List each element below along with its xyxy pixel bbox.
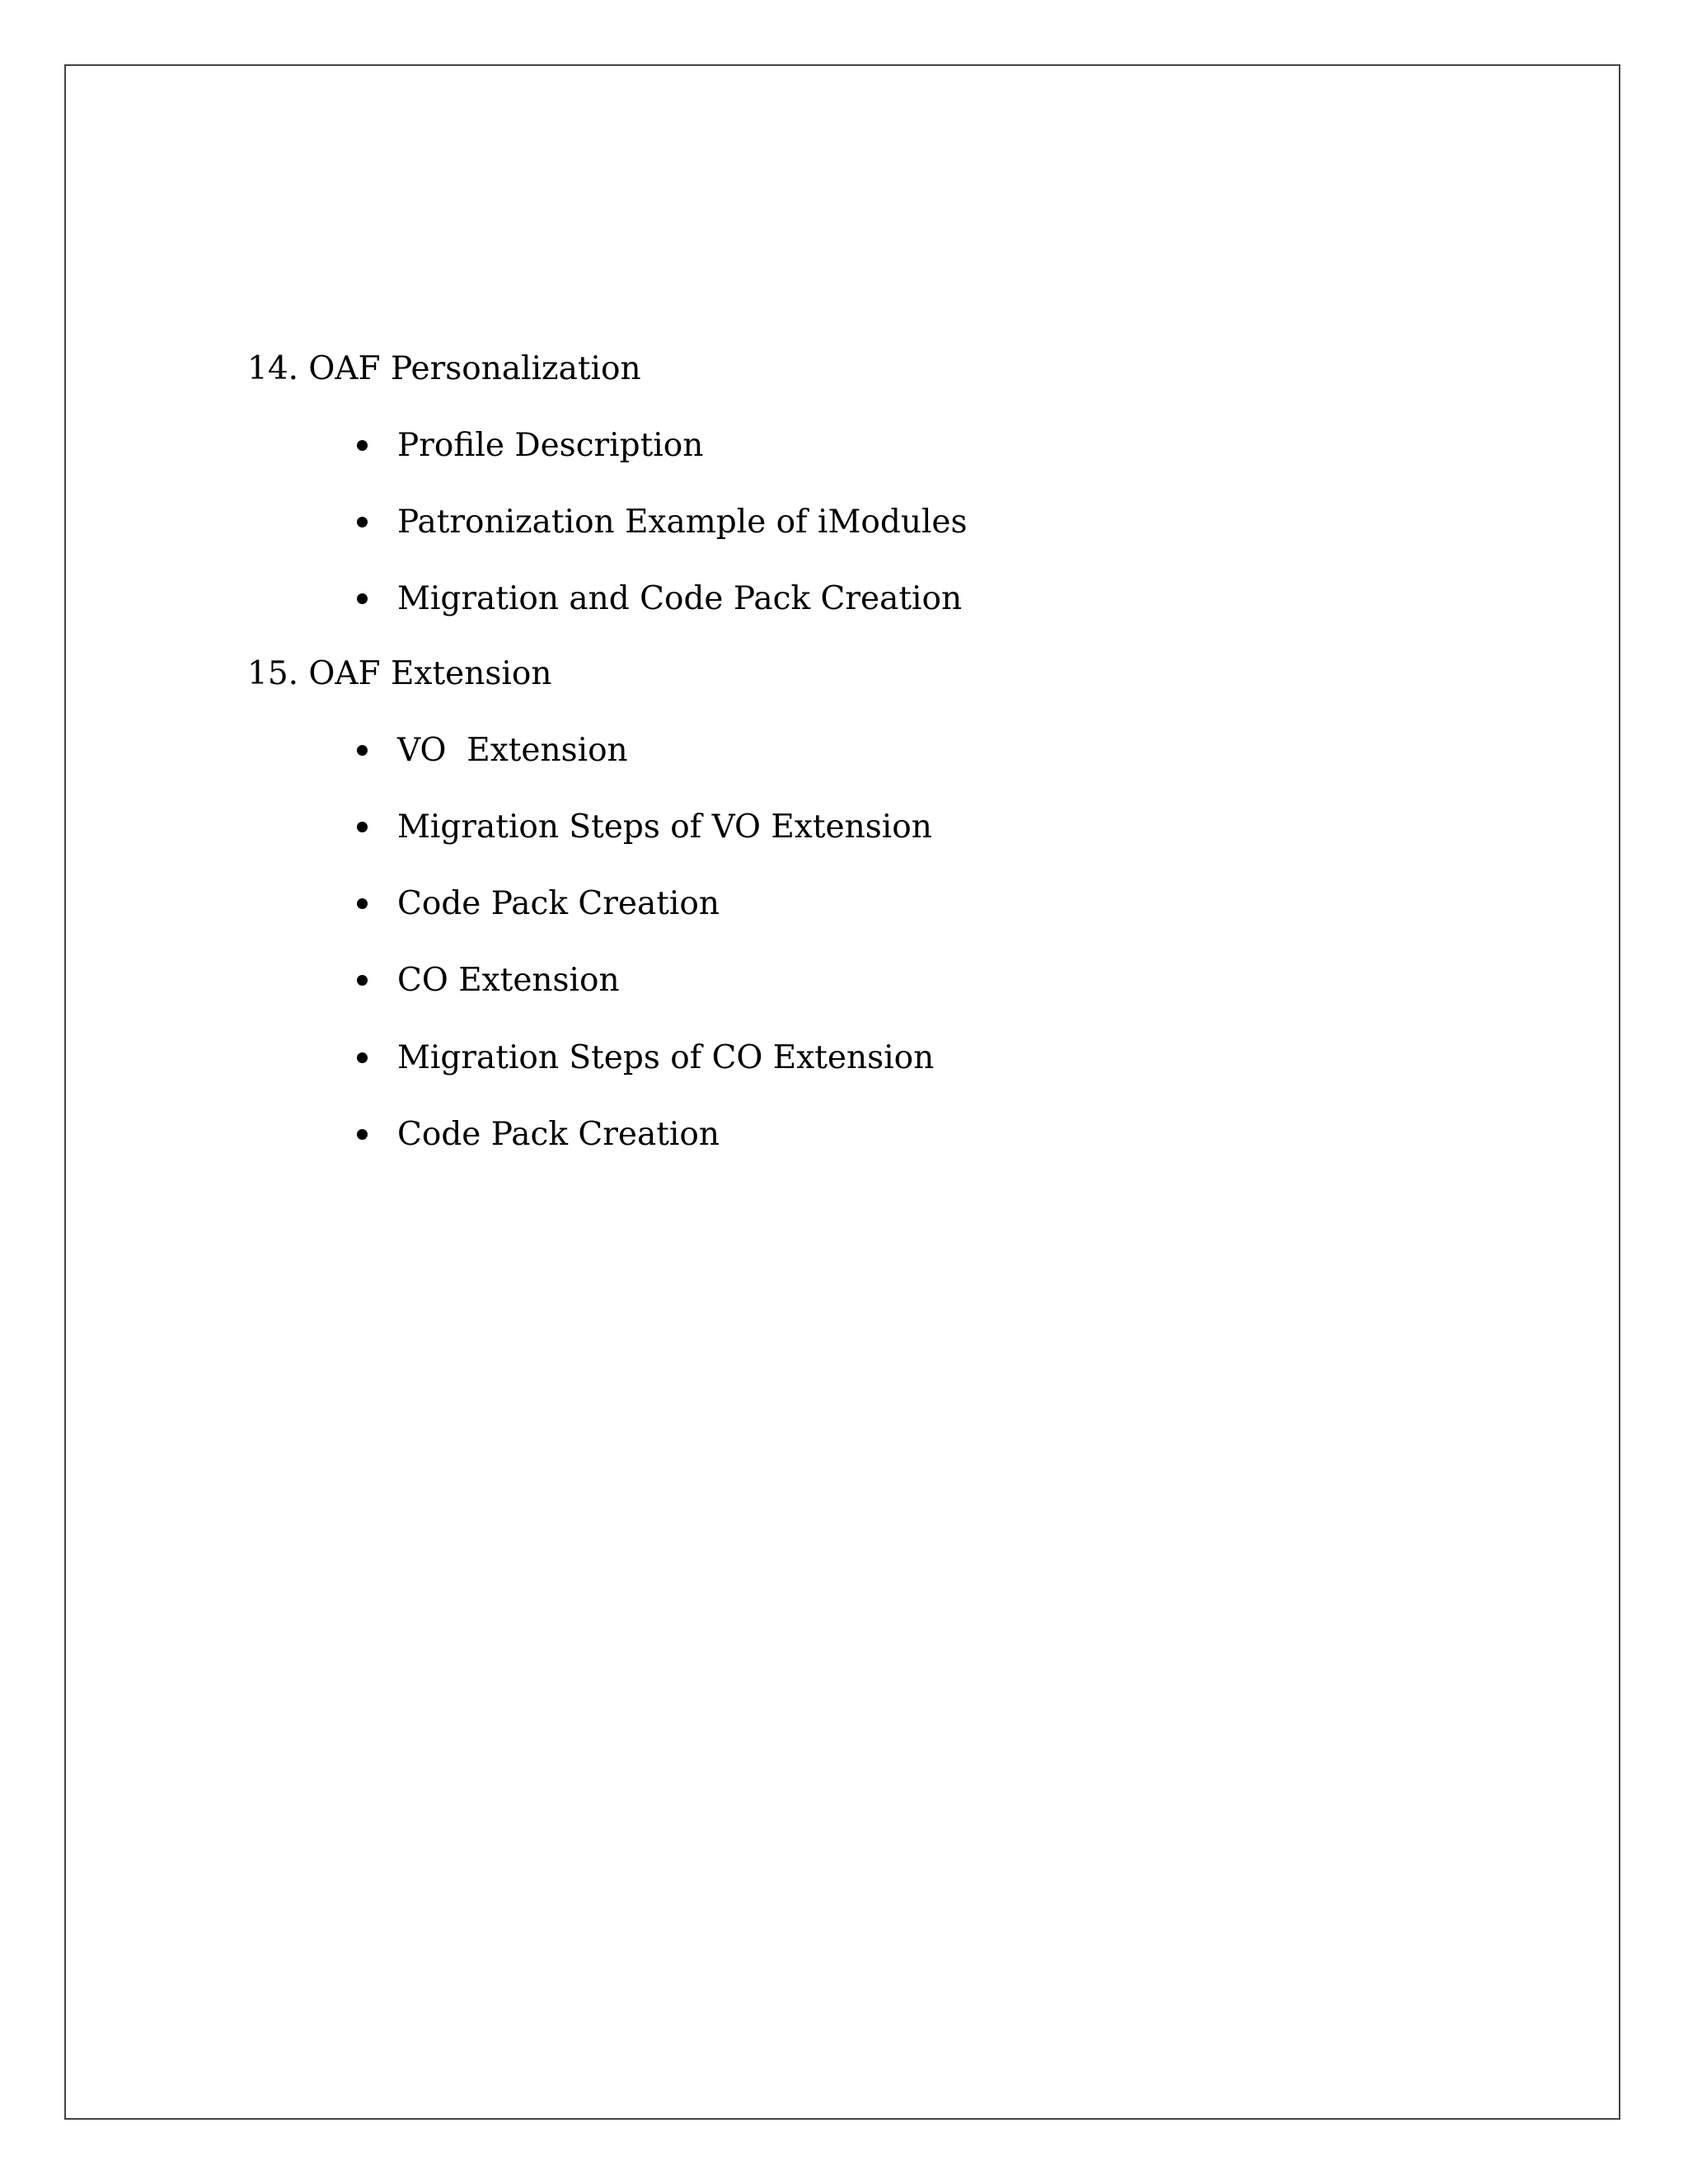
bullet-icon <box>357 822 368 832</box>
list-item: CO Extension <box>397 962 620 999</box>
bullet-icon <box>357 1129 368 1140</box>
list-item: Migration and Code Pack Creation <box>397 580 963 617</box>
list-item: Patronization Example of iModules <box>397 504 968 541</box>
bullet-icon <box>357 1052 368 1063</box>
bullet-icon <box>357 975 368 986</box>
list-item: Migration Steps of CO Extension <box>397 1039 935 1076</box>
bullet-icon <box>357 517 368 527</box>
list-item: Code Pack Creation <box>397 1116 720 1153</box>
bullet-icon <box>357 440 368 451</box>
list-item: Code Pack Creation <box>397 885 720 922</box>
section-heading-15: 15. OAF Extension <box>247 655 552 692</box>
section-heading-14: 14. OAF Personalization <box>247 350 641 387</box>
list-item: Migration Steps of VO Extension <box>397 808 932 846</box>
list-item: VO Extension <box>397 732 628 769</box>
list-item: Profile Description <box>397 427 704 464</box>
bullet-icon <box>357 898 368 909</box>
bullet-icon <box>357 593 368 604</box>
bullet-icon <box>357 745 368 756</box>
